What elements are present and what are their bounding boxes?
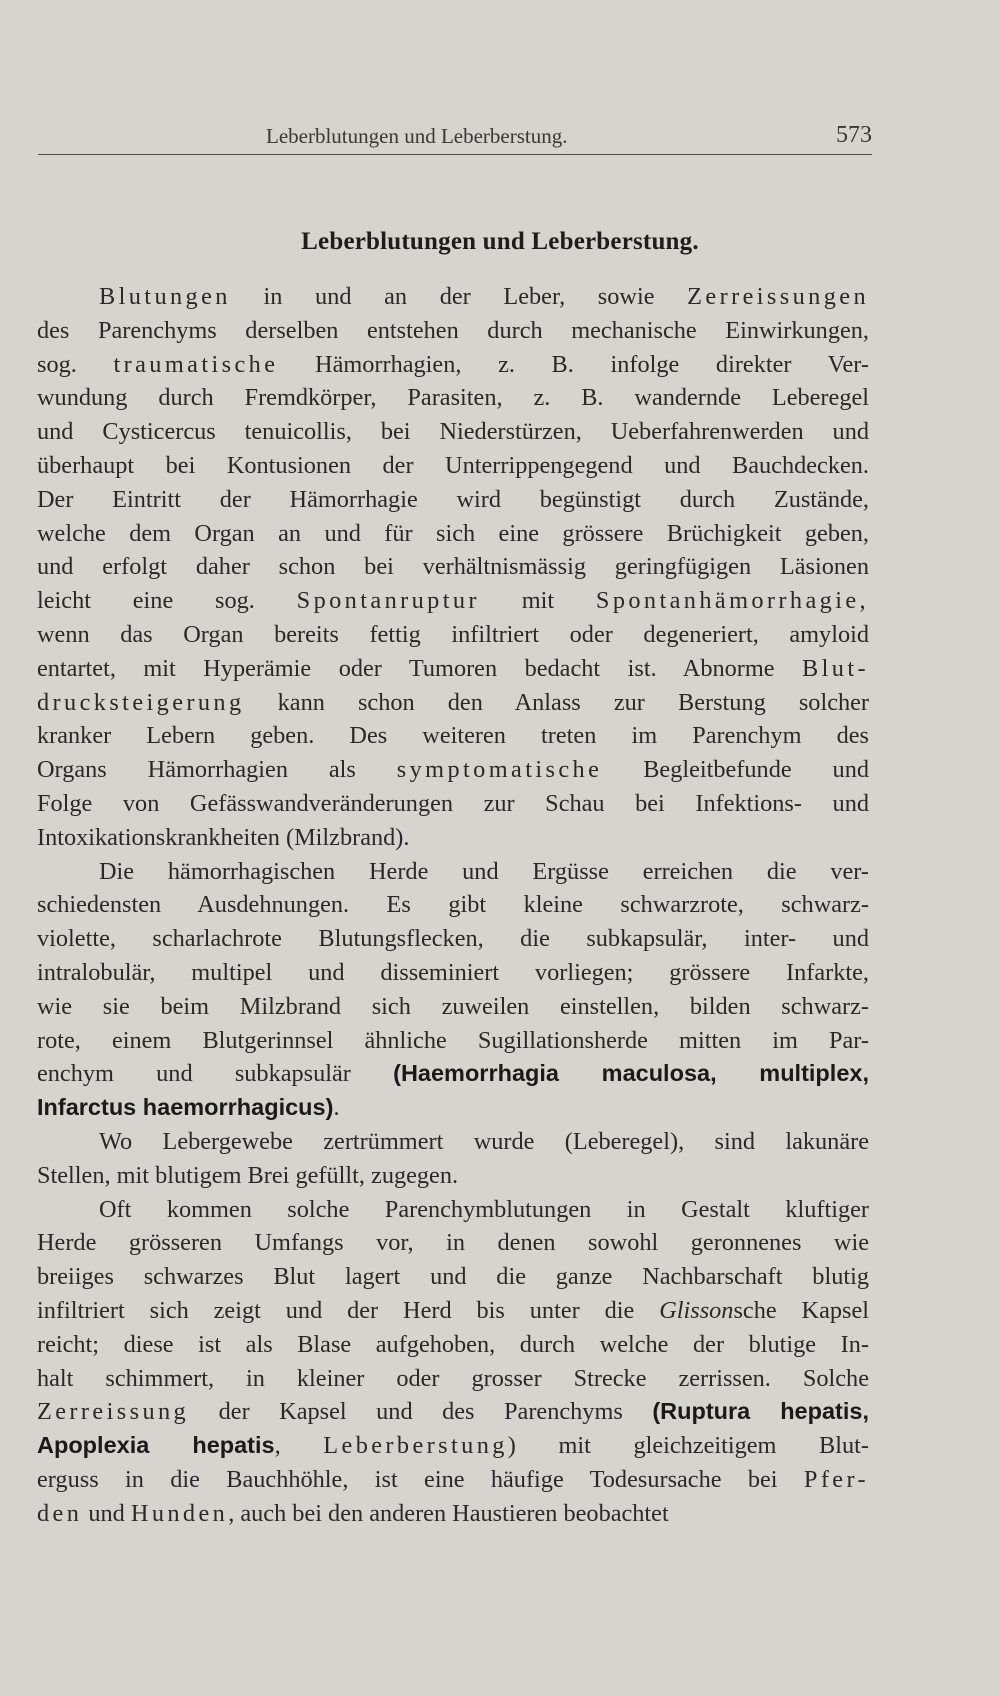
running-title: Leberblutungen und Leberberstung. xyxy=(266,124,568,148)
text-run: Herde grösseren Umfangs vor, in denen sowohl geronnenes wie xyxy=(37,1229,869,1257)
paragraph xyxy=(37,1193,869,1531)
spaced-emphasis: den xyxy=(37,1499,83,1527)
text-run: entartet, mit Hyperämie oder Tumoren bedacht ist. Abnorme xyxy=(37,654,803,682)
text-line xyxy=(37,753,869,787)
text-run: erguss in die Bauchhöhle, ist eine häufige Todesursache bei xyxy=(37,1465,804,1493)
text-run: Intoxikationskrankheiten (Milzbrand). xyxy=(37,823,410,851)
text-run: Die hämorrhagischen Herde und Ergüsse erreichen die ver- xyxy=(99,857,869,885)
text-run: Folge von Gefässwandveränderungen zur Schau bei Infektions- und xyxy=(37,789,869,817)
text-line xyxy=(37,1497,869,1531)
text-line xyxy=(37,517,869,551)
bold-term: (Ruptura hepatis, xyxy=(652,1398,869,1425)
spaced-emphasis: Zerreissung xyxy=(37,1398,190,1426)
page-number: 573 xyxy=(836,122,872,148)
spaced-emphasis: Spontanhämorrhagie, xyxy=(595,587,869,615)
spaced-emphasis: drucksteigerung xyxy=(37,688,245,716)
text-line xyxy=(37,1395,869,1429)
text-line xyxy=(37,280,869,314)
text-line xyxy=(37,888,869,922)
spaced-emphasis: Hunden xyxy=(130,1499,229,1527)
text-run: intralobulär, multipel und disseminiert vorliegen; grössere Infarkte, xyxy=(37,958,869,986)
text-line xyxy=(37,652,869,686)
text-line xyxy=(37,415,869,449)
running-head xyxy=(38,118,872,155)
spaced-emphasis: Blutungen xyxy=(99,283,231,310)
text-line xyxy=(37,956,869,990)
text-run: kranker Lebern geben. Des weiteren treten im Parenchym des xyxy=(37,722,869,750)
italic-name: Glisson xyxy=(659,1296,734,1324)
text-line xyxy=(37,990,869,1024)
text-run: Oft kommen solche Parenchymblutungen in Gestalt kluftiger xyxy=(99,1195,869,1223)
text-line xyxy=(37,1260,869,1294)
text-run: schiedensten Ausdehnungen. Es gibt kleine schwarzrote, schwarz- xyxy=(37,891,869,919)
text-line xyxy=(37,1362,869,1396)
text-line xyxy=(37,686,869,720)
text-line xyxy=(37,855,869,889)
paragraph xyxy=(37,855,869,1125)
body-text xyxy=(37,280,869,1530)
text-run: und xyxy=(82,1499,131,1527)
text-run: Organs Hämorrhagien als xyxy=(37,756,397,784)
text-line xyxy=(37,381,869,415)
text-run: halt schimmert, in kleiner oder grosser Strecke zerrissen. Solche xyxy=(37,1364,869,1392)
text-line xyxy=(37,787,869,821)
text-run: leicht eine sog. xyxy=(37,587,297,615)
text-run: des Parenchyms derselben entstehen durch mechanische Einwirkungen, xyxy=(37,316,869,344)
text-line xyxy=(37,821,869,855)
text-run: der Kapsel und des Parenchyms xyxy=(189,1398,653,1426)
text-line xyxy=(37,1159,869,1193)
text-run: wie sie beim Milzbrand sich zuweilen einstellen, bilden schwarz- xyxy=(37,992,869,1020)
spaced-emphasis: Pfer- xyxy=(803,1465,869,1493)
text-line xyxy=(37,1125,869,1159)
text-run: Begleitbefunde und xyxy=(602,756,869,784)
text-run: sog. xyxy=(37,350,114,378)
text-run: . xyxy=(333,1094,340,1122)
text-run: Stellen, mit blutigem Brei gefüllt, zugegen. xyxy=(37,1161,459,1189)
text-line xyxy=(37,922,869,956)
text-line xyxy=(37,618,869,652)
text-line xyxy=(37,1057,869,1091)
text-run: welche dem Organ an und für sich eine grössere Brüchigkeit geben, xyxy=(37,519,869,547)
text-line xyxy=(37,584,869,618)
text-run: Wo Lebergewebe zertrümmert wurde (Leberegel), sind lakunäre xyxy=(99,1127,869,1155)
text-line xyxy=(37,449,869,483)
text-run: überhaupt bei Kontusionen der Unterrippengegend und Bauchdecken. xyxy=(37,451,869,479)
spaced-emphasis: symptomatische xyxy=(396,756,603,784)
text-run: , auch bei den anderen Haustieren beobachtet xyxy=(228,1499,669,1527)
text-run: und erfolgt daher schon bei verhältnismässig geringfügigen Läsionen xyxy=(37,553,869,581)
text-run: , xyxy=(274,1432,324,1460)
text-line xyxy=(37,1328,869,1362)
text-run: enchym und subkapsulär xyxy=(37,1060,394,1088)
text-run: wenn das Organ bereits fettig infiltriert oder degeneriert, amyloid xyxy=(37,620,869,648)
spaced-emphasis: Blut- xyxy=(802,654,869,682)
spaced-emphasis: Spontanruptur xyxy=(296,587,480,615)
text-run: Der Eintritt der Hämorrhagie wird begünstigt durch Zustände, xyxy=(37,485,869,513)
text-run: rote, einem Blutgerinnsel ähnliche Sugillationsherde mitten im Par- xyxy=(37,1026,869,1054)
text-run: in und an der Leber, sowie xyxy=(230,283,688,310)
text-run: ) mit gleichzeitigem Blut- xyxy=(507,1432,869,1460)
text-line xyxy=(37,1226,869,1260)
spaced-emphasis: Leberberstung xyxy=(323,1432,508,1460)
paragraph xyxy=(37,1125,869,1193)
text-line xyxy=(37,719,869,753)
text-line xyxy=(37,1429,869,1463)
bold-term: Apoplexia hepatis xyxy=(37,1432,275,1459)
text-line xyxy=(37,1091,869,1125)
text-run: breiiges schwarzes Blut lagert und die ganze Nachbarschaft blutig xyxy=(37,1263,869,1291)
text-line xyxy=(37,550,869,584)
text-run: und Cysticercus tenuicollis, bei Niederstürzen, Ueberfahrenwerden und xyxy=(37,418,869,446)
text-run: sche Kapsel xyxy=(733,1296,869,1324)
text-line xyxy=(37,314,869,348)
text-line xyxy=(37,348,869,382)
text-run: wundung durch Fremdkörper, Parasiten, z. B. wandernde Leberegel xyxy=(37,384,869,412)
bold-term: Infarctus haemorrhagicus) xyxy=(37,1094,334,1121)
section-heading: Leberblutungen und Leberberstung. xyxy=(301,228,699,255)
text-run: mit xyxy=(479,587,596,615)
text-run: infiltriert sich zeigt und der Herd bis unter die xyxy=(37,1296,660,1324)
text-line xyxy=(37,483,869,517)
text-line xyxy=(37,1294,869,1328)
text-line xyxy=(37,1193,869,1227)
text-run: reicht; diese ist als Blase aufgehoben, durch welche der blutige In- xyxy=(37,1330,869,1358)
text-run: violette, scharlachrote Blutungsflecken, die subkapsulär, inter- und xyxy=(37,925,869,953)
bold-term: (Haemorrhagia maculosa, multiplex, xyxy=(393,1060,869,1087)
spaced-emphasis: traumatische xyxy=(113,350,279,378)
text-line xyxy=(37,1463,869,1497)
spaced-emphasis: Zerreissungen xyxy=(687,283,869,310)
paragraph xyxy=(37,280,869,855)
text-run: Hämorrhagien, z. B. infolge direkter Ver- xyxy=(278,350,869,378)
text-run: kann schon den Anlass zur Berstung solcher xyxy=(244,688,869,716)
text-line xyxy=(37,1024,869,1058)
